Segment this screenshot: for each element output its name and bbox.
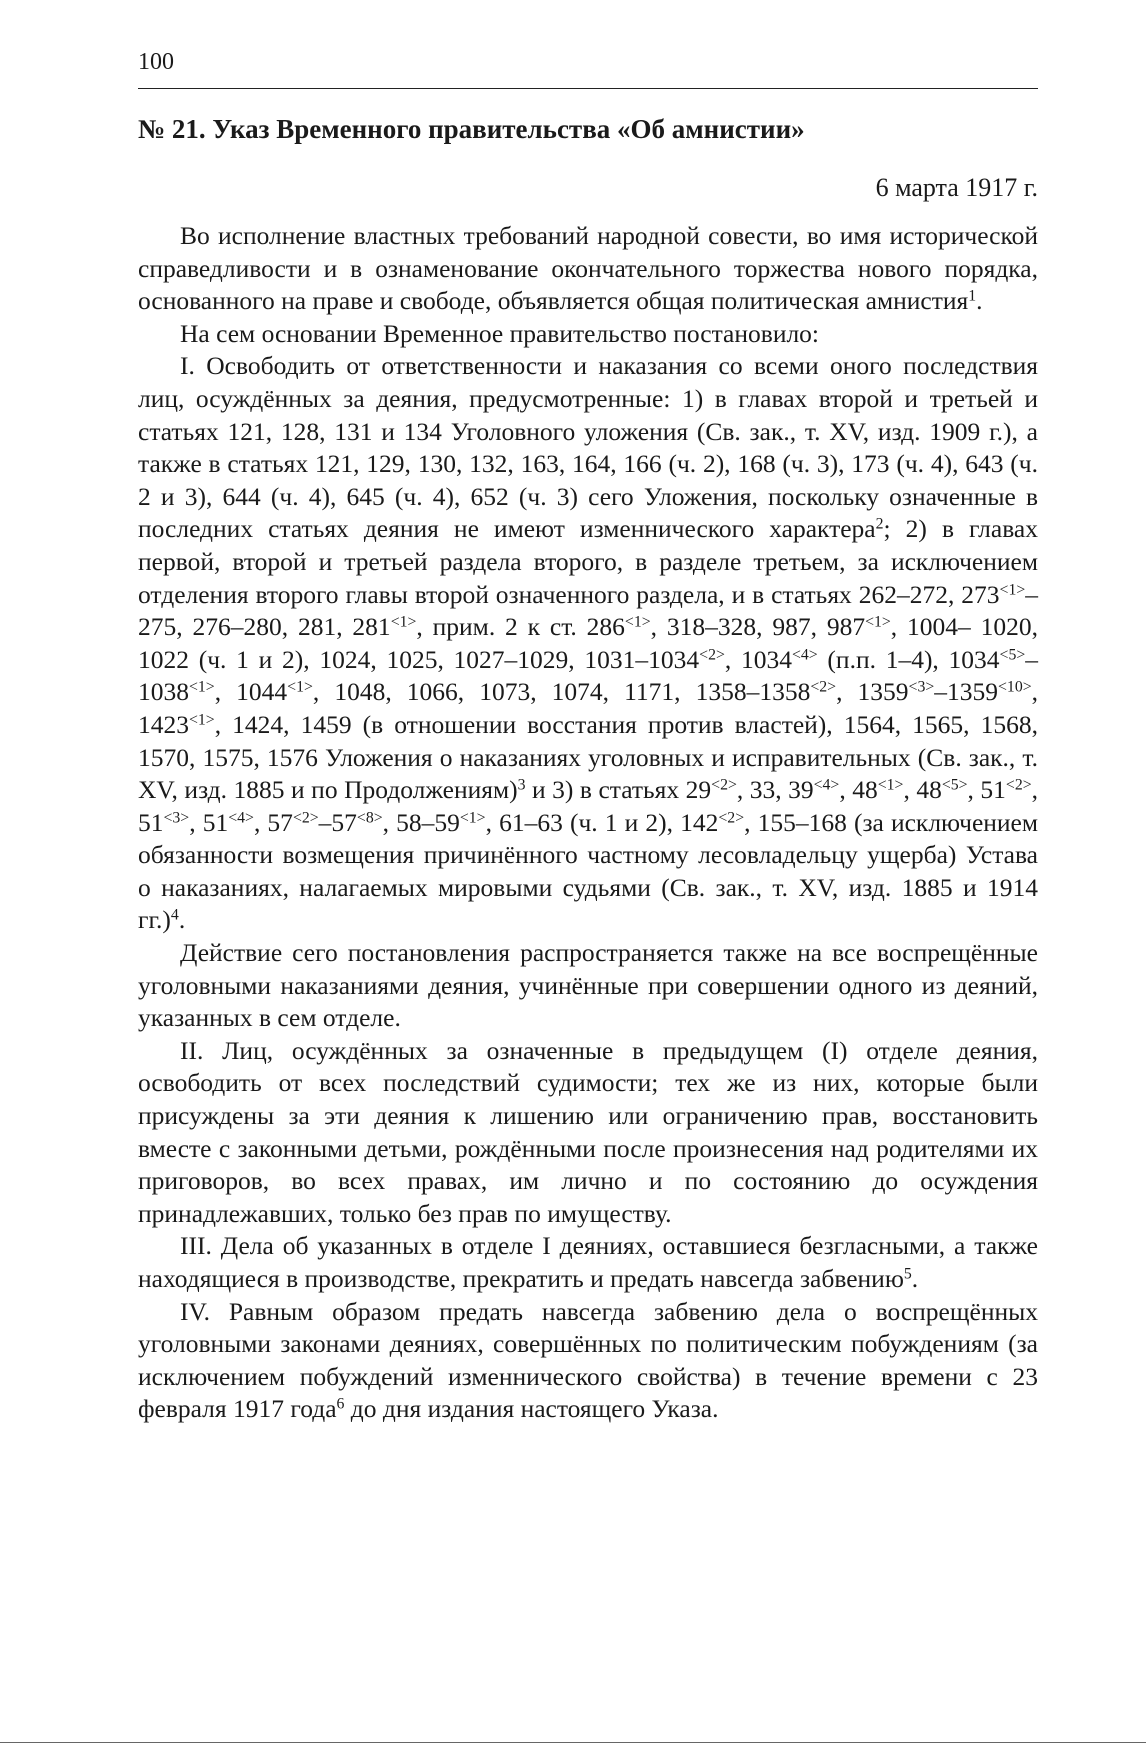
article-marker: <5> xyxy=(999,646,1026,664)
text-run: I. Освободить от ответственности и наказания со всеми оного последствия лиц, осуждённых за деяния, предусмотренные: 1) в главах второй и третьей и статьях 121, 128, 131 и 134 Уголовного уложения (Св. зак., т. XV, изд. 1909 г.), а также в статьях 121, 129, 130, 132, 163, 164, 166 (ч. 2), 168 (ч. 3), 173 (ч. 4), 643 (ч. 2 и 3), 644 (ч. 4), 645 (ч. 4), 652 (ч. 3) сего Уложения, поскольку означенные в последних статьях деяния не имеют изменнического характера xyxy=(138,351,1038,544)
article-marker: 6 xyxy=(336,1395,345,1413)
header-rule xyxy=(138,88,1038,89)
text-run: , 1004– 1020, 1022 (ч. 1 и 2), 1024, 1025, 1027–1029, 1031–1034 xyxy=(138,612,1039,674)
text-run: , 1359 xyxy=(836,677,909,707)
article-marker: <2> xyxy=(292,809,319,826)
text-run: , 57 xyxy=(253,807,293,837)
paragraph-section-3: III. Дела об указанных в отделе I деяниях, оставшиеся безгласными, а также находящиеся в производстве, прекратить и предать навсегда забвению$^5$. xyxy=(138,1231,1038,1293)
article-marker: <2> xyxy=(1005,776,1032,794)
paragraph-preamble: Во исполнение властных требований народной совести, во имя исторической справедливости и в ознаменование окончательного торжества нового порядка, основанного на праве и свободе, объявляется общая политическая амнистия$^1$. xyxy=(138,221,1038,316)
text-run: . xyxy=(178,905,186,935)
article-marker: <1> xyxy=(189,711,215,729)
paragraph-section-4 xyxy=(138,1296,1038,1426)
article-marker: <1> xyxy=(459,809,486,826)
text-run: –1359 xyxy=(934,677,999,707)
article-marker: <1> xyxy=(999,580,1026,598)
text-run: до дня издания настоящего Указа. xyxy=(344,1394,719,1424)
text-run: , 1424, 1459 (в отношении восстания против властей), 1564, 1565, 1568, 1570, 1575, 1576 Уложения о наказаниях уголовных и исправительных (Св. зак., т. XV, изд. 1885 и по Продолжениям) xyxy=(138,709,1038,805)
document-body xyxy=(138,220,1038,1426)
text-run: , прим. 2 к ст. 286 xyxy=(416,612,625,642)
article-marker: <2> xyxy=(810,678,837,696)
text-run: ; 2) в главах первой, второй и третьей раздела второго, в разделе третьем, за исключением отделения второго главы второй означенного раздела, и в статьях 262–272, 273 xyxy=(138,514,1038,609)
paragraph-section-1-extension: Действие сего постановления распространяется также на все воспрещённые уголовными наказаниями деяния, учинённые при совершении одного из деяний, указанных в сем отделе. xyxy=(138,938,1038,1033)
paragraph-section-2: II. Лиц, осуждённых за означенные в предыдущем (I) отделе деяния, освободить от всех последствий судимости; тех же из них, которые были присуждены за эти деяния к лишению или ограничению прав, восстановить вместе с законными детьми, рождёнными после произнесения над родителями их приговоров, во всех правах, им лично и по состоянию до осуждения принадлежавших, только без прав по имуществу. xyxy=(138,1035,1038,1228)
article-marker: <2> xyxy=(711,776,737,794)
document-title: № 21. Указ Временного правительства «Об амнистии» xyxy=(138,114,805,144)
article-marker: <1> xyxy=(624,613,651,631)
text-run: , 1034 xyxy=(724,644,792,674)
document-date: 6 марта 1917 г. xyxy=(875,173,1038,202)
article-marker: <2> xyxy=(699,646,725,664)
footnote-ref: 1 xyxy=(968,287,977,305)
article-marker: 3 xyxy=(517,776,526,794)
text-run: , 51 xyxy=(138,775,1038,837)
article-marker: <3> xyxy=(908,678,935,696)
article-marker: <8> xyxy=(356,809,383,826)
text-run: , 61–63 (ч. 1 и 2), 142 xyxy=(485,807,719,837)
article-marker: <4> xyxy=(791,646,818,664)
article-marker: <1> xyxy=(877,776,904,794)
text-run: , 155–168 (за исключением обязанности возмещения причинённого частному лесовладельцу ущерба) Устава о наказаниях, налагаемых мировыми судьями (Св. зак., т. XV, изд. 1885 и 1914 гг.) xyxy=(138,807,1039,935)
footnote-ref: 5 xyxy=(903,1265,912,1283)
text-run: и 3) в статьях 29 xyxy=(525,775,712,805)
paragraph-section-1 xyxy=(138,350,1038,937)
text-run: , 33, 39 xyxy=(736,775,814,805)
article-marker: <1> xyxy=(287,678,313,696)
text-run: IV. Равным образом предать навсегда забвению дела о воспрещённых уголовными законами деяниях, совершённых по политическим побуждениям (за исключением побуждений изменнического свойства) в течение времени с 23 февраля 1917 года xyxy=(138,1296,1038,1424)
text-run: , 318–328, 987, 987 xyxy=(650,612,866,642)
article-marker: <1> xyxy=(865,613,891,631)
text-run: –275, 276–280, 281, 281 xyxy=(138,579,1038,642)
article-marker: <2> xyxy=(718,809,745,826)
text-run: , 1048, 1066, 1073, 1074, 1171, 1358–1358 xyxy=(312,677,811,707)
page-number: 100 xyxy=(138,49,174,75)
article-marker: <3> xyxy=(163,809,190,826)
article-marker: <1> xyxy=(189,678,215,696)
text-run: –57 xyxy=(318,807,357,837)
text-run: , 51 xyxy=(189,807,229,837)
article-marker: 2 xyxy=(875,515,884,533)
bottom-rule xyxy=(0,1742,1146,1743)
text-run: , 48 xyxy=(903,775,942,805)
paragraph-resolution-intro: На сем основании Временное правительство постановило: xyxy=(180,318,820,348)
article-marker: 4 xyxy=(170,906,179,924)
text-run: , 51 xyxy=(967,775,1006,805)
text-run: , 1423 xyxy=(138,677,1039,739)
article-marker: <10> xyxy=(998,678,1032,696)
article-marker: <5> xyxy=(941,776,968,794)
article-marker: <1> xyxy=(390,613,417,631)
text-run: , 48 xyxy=(839,775,878,805)
article-marker: <4> xyxy=(228,809,254,826)
text-run: , 1044 xyxy=(214,677,288,707)
text-run: , 58–59 xyxy=(382,807,460,837)
article-marker: <4> xyxy=(813,776,840,794)
text-run: –1038 xyxy=(138,644,1039,707)
text-run: (п.п. 1–4), 1034 xyxy=(817,644,1000,674)
